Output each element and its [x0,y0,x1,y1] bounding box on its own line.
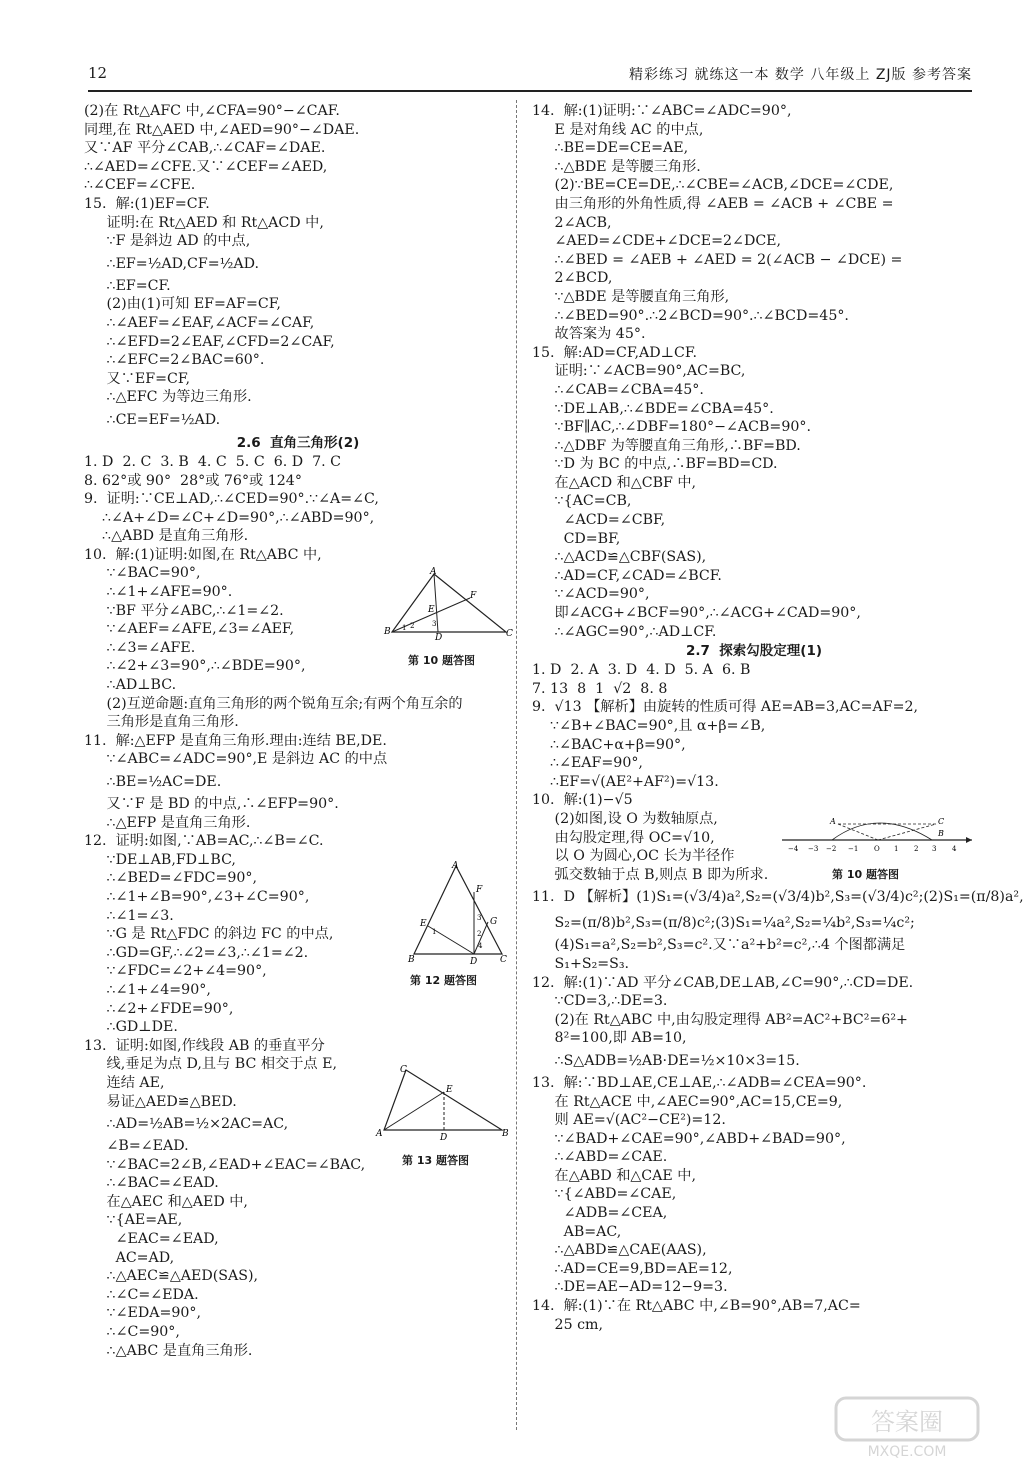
left-column [84,102,512,1360]
svg-text:1: 1 [432,928,437,936]
text-line: 故答案为 45°. [532,326,646,343]
header-title: 精彩练习 就练这一本 数学 八年级上 ZJ版 参考答案 [629,67,972,83]
text-line: 8²=100,即 AB=10, [532,1030,687,1047]
text-line: 14. 解:(1)证明:∵∠ABC=∠ADC=90°, [532,103,792,119]
text-line: ∴∠BAC+α+β=90°, [532,736,686,753]
text-line: 13. 证明:如图,作线段 AB 的垂直平分 [84,1037,325,1054]
text-line: 又∵F 是 BD 的中点,∴∠EFP=90°. [84,796,339,812]
text-line: ∵∠FDC=∠2+∠4=90°, [84,963,267,980]
svg-text:F: F [470,591,477,601]
svg-text:E: E [420,919,427,929]
text-line: 证明:∵∠ACB=90°,AC=BC, [532,363,746,380]
svg-text:3: 3 [932,845,937,853]
text-line: 由三角形的外角性质,得 ∠AEB = ∠ACB + ∠CBE = [532,195,894,212]
text-line: S₂=(π/8)b²,S₃=(π/8)c²;(3)S₁=¼a²,S₂=¼b²,S₃=¼c²; [532,915,915,932]
text-line: ∴DE=AE−AD=12−9=3. [532,1279,728,1296]
text-line: AC=AD, [84,1249,175,1266]
text-line: 同理,在 Rt△AED 中,∠AED=90°−∠DAE. [84,121,360,138]
text-line: 1. D 2. C 3. B 4. C 5. C 6. D 7. C [84,453,342,470]
text-line: ∵DE⊥AB,FD⊥BC, [84,851,236,868]
text-line: (2)如图,设 O 为数轴原点, [532,810,718,827]
text-line: ∴AD=½AB=½×2AC=AC, [84,1116,289,1133]
text-line: 在△AEC 和△AED 中, [84,1193,248,1210]
text-line: 弧交数轴于点 B,则点 B 即为所求. [532,866,769,883]
text-line: ∴∠2+∠FDE=90°, [84,1000,234,1017]
text-line: ∠ADB=∠CEA, [532,1205,668,1222]
text-line: (2)∵BE=CE=DE,∴∠CBE=∠ACB,∠DCE=∠CDE, [532,177,894,194]
text-line: 8. 62°或 90° 28°或 76°或 124° [84,472,302,489]
svg-text:−1: −1 [848,845,859,853]
page-header [88,62,972,86]
text-line: ∵∠BAC=2∠B,∠EAD+∠EAC=∠BAC, [84,1156,366,1173]
text-line: ∵{AE=AE, [84,1212,183,1229]
text-line: 则 AE=√(AC²−CE²)=12. [532,1112,726,1129]
svg-text:−4: −4 [788,845,799,853]
text-line: 证明:在 Rt△AED 和 Rt△ACD 中, [84,214,324,231]
text-line: ∵∠ABC=∠ADC=90°,E 是斜边 AC 的中点 [84,751,388,768]
text-line: ∴AD=CE=9,BD=AE=12, [532,1260,733,1277]
svg-text:O: O [874,845,880,853]
svg-text:1: 1 [402,624,407,632]
figure-10-left [382,567,513,643]
text-line: 25 cm, [532,1316,604,1333]
svg-text:B: B [502,1129,509,1139]
figure-10-right [778,814,976,854]
figure-12-caption: 第 12 题答图 [410,974,477,987]
text-line: 又∵AF 平分∠CAB,∴∠CAF=∠DAE. [84,140,326,157]
text-line: (2)互逆命题:直角三角形的两个锐角互余;有两个角互余的 [84,695,463,712]
text-line: 15. 解:(1)EF=CF. [84,195,210,212]
text-line: ∵∠BAC=90°, [84,565,201,582]
page-number: 12 [88,64,108,82]
svg-text:B: B [384,627,391,637]
text-line: 9. 证明:∵CE⊥AD,∴∠CED=90°.∵∠A=∠C, [84,491,379,508]
text-line: 12. 解:(1)∵AD 平分∠CAB,DE⊥AB,∠C=90°,∴CD=DE. [532,974,914,991]
text-line: ∠EAC=∠EAD, [84,1231,219,1248]
text-line: ∵F 是斜边 AD 的中点, [84,233,251,250]
text-line: CD=BF, [532,530,621,547]
svg-text:4: 4 [952,845,957,853]
text-line: ∠B=∠EAD. [84,1138,189,1155]
text-line: (2)由(1)可知 EF=AF=CF, [84,296,281,313]
text-line: 12. 证明:如图,∵AB=AC,∴∠B=∠C. [84,833,324,850]
svg-text:2: 2 [477,930,482,938]
text-line: ∴BE=½AC=DE. [84,774,222,790]
text-line: ∵∠BAD+∠CAE=90°,∠ABD+∠BAD=90°, [532,1130,846,1147]
figure-13-left [374,1066,512,1142]
text-line: 2.7 探索勾股定理(1) [685,643,823,660]
text-line: ∠ACD=∠CBF, [532,512,666,529]
text-line: 1. D 2. A 3. D 4. D 5. A 6. B [532,662,751,679]
right-column [532,102,1024,1334]
svg-text:4: 4 [478,942,483,950]
text-line: ∴△ABD≌△CAE(AAS), [532,1242,707,1259]
text-line: ∵△BDE 是等腰直角三角形, [532,288,730,305]
text-line: 在 Rt△ACE 中,∠AEC=90°,AC=15,CE=9, [532,1093,843,1110]
text-line: ∵DE⊥AB,∴∠BDE=∠CBA=45°. [532,400,774,417]
svg-text:−2: −2 [826,845,837,853]
text-line: 以 O 为圆心,OC 长为半径作 [532,848,735,865]
text-line: ∴AD⊥BC. [84,677,177,694]
text-line: ∴∠CAB=∠CBA=45°. [532,381,704,398]
svg-text:D: D [435,633,443,643]
text-line: ∴∠AED=∠CFE.又∵∠CEF=∠AED, [84,158,328,175]
text-line: ∴EF=√(AE²+AF²)=√13. [532,773,719,790]
text-line: ∵D 为 BC 的中点,∴BF=BD=CD. [532,456,778,473]
text-line: ∴∠1+∠B=90°,∠3+∠C=90°, [84,888,310,905]
text-line: ∴S△ADB=½AB·DE=½×10×3=15. [532,1052,800,1069]
text-line: ∴∠2+∠3=90°,∴∠BDE=90°, [84,658,306,675]
text-line: ∵G 是 Rt△FDC 的斜边 FC 的中点, [84,926,334,943]
text-line: ∴∠1+∠AFE=90°. [84,584,233,601]
text-line: 2.6 直角三角形(2) [236,434,360,451]
text-line: 14. 解:(1)∵在 Rt△ABC 中,∠B=90°,AB=7,AC= [532,1298,861,1315]
text-line: 又∵EF=CF, [84,370,191,387]
text-line: S₁+S₂=S₃. [532,955,630,972]
text-line: 线,垂足为点 D,且与 BC 相交于点 E, [84,1056,337,1073]
text-line: ∴∠EFC=2∠BAC=60°. [84,352,265,369]
text-line: ∴∠ABD=∠CAE. [532,1149,668,1166]
text-line: ∴∠EFD=2∠EAF,∠CFD=2∠CAF, [84,333,335,350]
text-line: (2)在 Rt△AFC 中,∠CFA=90°−∠CAF. [84,103,340,119]
text-line: 在△ABD 和△CAE 中, [532,1167,696,1184]
text-line: ∴∠BAC=∠EAD. [84,1175,219,1192]
text-line: 7. 13 8 1 √2 8. 8 [532,680,668,697]
text-line: ∴∠AEF=∠EAF,∠ACF=∠CAF, [84,314,315,331]
figure-10-caption: 第 10 题答图 [408,654,475,667]
svg-text:2: 2 [410,622,415,630]
text-line: ∴∠CEF=∠CFE. [84,177,196,194]
text-line: (4)S₁=a²,S₂=b²,S₃=c².又∵a²+b²=c²,∴4 个图都满足 [532,937,906,954]
text-line: ∴∠1+∠4=90°, [84,981,211,998]
text-line: ∴EF=½AD,CF=½AD. [84,255,260,272]
text-line: ∴△ABC 是直角三角形. [84,1342,253,1359]
text-line: ∴GD=GF,∴∠2=∠3,∴∠1=∠2. [84,944,309,961]
svg-text:C: C [500,955,507,965]
svg-text:1: 1 [894,845,899,853]
watermark-logo [832,1392,982,1462]
figure-10-right-caption: 第 10 题答图 [832,868,899,881]
text-line: ∴EF=CF. [84,277,171,294]
svg-text:2: 2 [914,845,919,853]
text-line: 易证△AED≌△BED. [84,1093,237,1110]
text-line: ∵BF∥AC,∴∠DBF=180°−∠ACB=90°. [532,419,811,436]
svg-text:A: A [376,1129,383,1139]
svg-text:E: E [446,1085,453,1095]
text-line: ∴∠C=90°, [84,1324,180,1341]
text-line: ∵∠B+∠BAC=90°,且 α+β=∠B, [532,718,766,734]
svg-text:D: D [470,957,478,967]
text-line: E 是对角线 AC 的中点, [532,121,704,138]
svg-text:B: B [938,829,944,838]
svg-text:F: F [476,885,483,895]
text-line: 三角形是直角三角形. [84,714,239,731]
column-divider [516,100,517,1430]
text-line: 2∠ACB, [532,214,612,231]
svg-text:G: G [490,917,498,927]
svg-text:3: 3 [432,620,437,628]
svg-text:A: A [452,861,459,871]
svg-text:A: A [830,817,836,826]
text-line: ∴AD=CF,∠CAD=∠BCF. [532,567,722,584]
text-line: 连结 AE, [84,1074,165,1091]
text-line: ∴∠AGC=90°,∴AD⊥CF. [532,623,717,640]
text-line: AB=AC, [532,1223,622,1240]
text-line: ∵∠EDA=90°, [84,1305,201,1322]
text-line: ∵{AC=CB, [532,493,632,510]
text-line: ∴CE=EF=½AD. [84,411,221,428]
text-line: ∴∠C=∠EDA. [84,1286,199,1303]
text-line: 15. 解:AD=CF,AD⊥CF. [532,344,698,361]
text-line: ∴∠A+∠D=∠C+∠D=90°,∴∠ABD=90°, [84,509,375,526]
svg-text:B: B [408,955,415,965]
text-line: ∴△EFC 为等边三角形. [84,389,252,406]
text-line: ∴△ABD 是直角三角形. [84,528,249,545]
svg-text:E: E [428,605,435,615]
text-line: ∴∠BED=∠FDC=90°, [84,870,258,887]
text-line: ∵∠AEF=∠AFE,∠3=∠AEF, [84,621,295,638]
text-line: ∴∠3=∠AFE. [84,639,196,656]
text-line: ∴∠BED=90°.∴2∠BCD=90°.∴∠BCD=45°. [532,307,849,324]
svg-text:C: C [400,1065,407,1075]
svg-text:A: A [430,567,437,577]
text-line: 13. 解:∵BD⊥AE,CE⊥AE,∴∠ADB=∠CEA=90°. [532,1074,867,1091]
text-line: ∴△AEC≌△AED(SAS), [84,1268,258,1285]
text-line: 11. D 【解析】(1)S₁=(√3/4)a²,S₂=(√3/4)b²,S₃=(√3/4)c²;(2)S₁=(π/8)a², [532,889,1024,906]
text-line: ∴∠EAF=90°, [532,755,643,772]
figure-13-caption: 第 13 题答图 [402,1154,469,1167]
text-line: ∴△EFP 是直角三角形. [84,814,251,831]
text-line: ∵BF 平分∠ABC,∴∠1=∠2. [84,602,284,619]
text-line: 11. 解:△EFP 是直角三角形.理由:连结 BE,DE. [84,732,387,749]
text-line: ∵{∠ABD=∠CAE, [532,1186,677,1203]
text-line: ∠AED=∠CDE+∠DCE=2∠DCE, [532,233,782,250]
text-line: 9. √13 【解析】由旋转的性质可得 AE=AB=3,AC=AF=2, [532,699,919,716]
svg-text:D: D [440,1133,448,1143]
figure-12-left [408,862,508,966]
text-line: ∵CD=3,∴DE=3. [532,993,668,1010]
text-line: ∴∠BED = ∠AEB + ∠AED = 2(∠ACB − ∠DCE) = [532,251,903,268]
text-line: 10. 解:(1)证明:如图,在 Rt△ABC 中, [84,546,322,563]
header-rule [88,90,972,92]
text-line: 10. 解:(1)−√5 [532,792,633,809]
text-line: ∴BE=DE=CE=AE, [532,140,689,157]
svg-text:3: 3 [477,914,482,922]
text-line: ∴△ACD≌△CBF(SAS), [532,549,707,566]
text-line: (2)在 Rt△ABC 中,由勾股定理得 AB²=AC²+BC²=6²+ [532,1011,908,1028]
text-line: ∴GD⊥DE. [84,1019,178,1036]
text-line: 即∠ACG+∠BCF=90°,∴∠ACG+∠CAD=90°, [532,605,861,622]
svg-text:−3: −3 [808,845,819,853]
text-line: 由勾股定理,得 OC=√10, [532,829,715,846]
text-line: ∴∠1=∠3. [84,907,174,924]
svg-text:C: C [506,629,513,639]
svg-text:答案圈: 答案圈 [871,1408,943,1436]
text-line: ∴△BDE 是等腰三角形. [532,158,701,175]
text-line: 2∠BCD, [532,270,613,287]
text-line: ∴△DBF 为等腰直角三角形,∴BF=BD. [532,437,801,454]
svg-text:MXQE.COM: MXQE.COM [867,1444,947,1460]
text-line: ∵∠ACD=90°, [532,586,650,603]
svg-text:C: C [938,817,945,826]
text-line: 在△ACD 和△CBF 中, [532,474,697,491]
